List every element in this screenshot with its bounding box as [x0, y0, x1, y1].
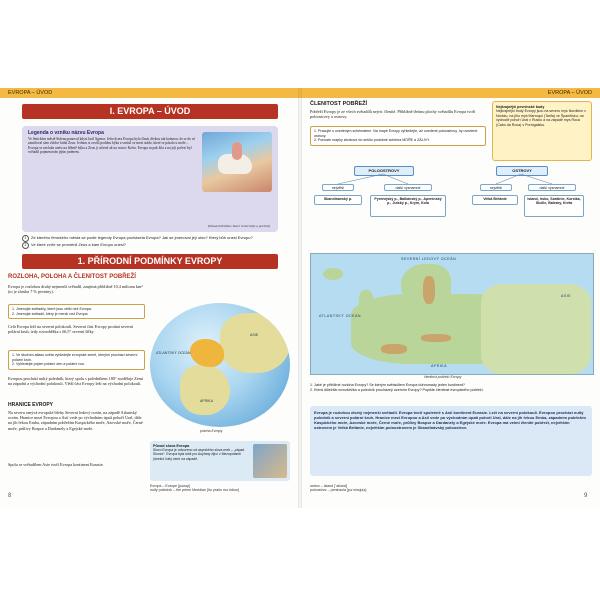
legend-box [22, 126, 278, 232]
europa-bull-illustration [202, 132, 272, 192]
task-item: 2. Která důležitá rovnoběžka a poledník procházejí územím Evropy? Popište členitost evropského pobřeží. [310, 387, 484, 392]
russia-shape [481, 284, 591, 374]
glossary-item: nultý poledník – the prime Meridian [ðə praim məˈridiən] [150, 488, 239, 493]
iberia-relief [381, 344, 407, 354]
summary-box: Evropa je rozlohou druhý nejmenší světadíl. Evropa tvoří společně s Asií kontinent Eurasie. Leží na severní polokouli. Evropou prochází nultý poledník a severní polární kruh. Hranice mezi Evropou a Asií vede po východním úpatí pohoří Ural, dále na jih řekou Emba, západním pobřežím Kaspického moře, Azovské moře, Černé moře, průlivy Bospor a Dardanely a Egejské moře. Evropa má velmi členité pobřeží, největším ostrovem je Velká Británie, největším poloostrovem je Skandinávský poloostrov. [310, 406, 592, 476]
glossary-right [310, 484, 366, 493]
island-other-label: další významné [528, 184, 576, 191]
running-head-left [0, 88, 300, 98]
question-number-icon: 2 [22, 242, 29, 249]
globe-label-asia: ASIE [250, 333, 259, 337]
paragraph-borders: Na severu omývá evropské břehy Severní ledový oceán, na západě Atlantský oceán. Hranice mezi Evropou a Asií vede po východním úpatí pohoří Ural, dále na jih řekou Emba, západním pobřežím Kaspického moře, Azovské moře, Černé moře, průlivy Bospor a Dardanely a Egejské moře. [8, 410, 143, 431]
task-item: 1. Jmenujte světadíly, které jsou větší než Evropa. [12, 307, 92, 311]
coast-paragraph: Pobřeží Evropy je ze všech světadílů nejvíc členité. Přibližně třetinu plochy světadílu Evropa tvoří poloostrovy a ostrovy. [310, 109, 476, 120]
question-number-icon: 1 [22, 235, 29, 242]
peninsula-biggest-label: největší [322, 184, 354, 191]
task-item: 2. Ponoste mapky zkratové do sešitu podobné schéma MOŘE a ZÁLIVY. [314, 138, 430, 143]
subsection-borders: HRANICE EVROPY [8, 402, 54, 408]
globe-label-atlantic: ATLANTSKÝ OCEÁN [156, 351, 191, 355]
island-biggest: Velká Británie [472, 195, 518, 205]
task-box-2 [8, 350, 145, 370]
origin-box [150, 441, 290, 481]
chapter-title: I. EVROPA – ÚVOD [22, 104, 278, 119]
running-head-text: EVROPA – ÚVOD [8, 90, 53, 96]
paragraph-area: Evropa je rozlohou druhý nejmenší světadíl, zaujímá přibližně 10,4 milionu km² (to je zhruba 7 % pevniny). [8, 284, 143, 295]
page-number-left: 8 [8, 493, 12, 499]
europe-map [310, 253, 594, 375]
peninsulas-root: POLOOSTROVY [354, 166, 414, 176]
legend-caption: (Eduard Petiška: Staré řecké báje a pověsti) [207, 224, 270, 228]
task-item: 1. Ve školním atlasu světa vyhledejte evropské země, kterými prochází severní polární kruh. [12, 353, 138, 362]
question-2 [22, 242, 278, 249]
glossary-item: poloostrov – peninsula [pəˈninsjulə] [310, 488, 367, 493]
asyrian-relief-image [253, 444, 287, 478]
paragraph-hemisphere: Celá Evropa leží na severní polokouli. Severní část Evropy protíná severní polární kruh, tedy rovnoběžka s 66,5° severní šířky. [8, 324, 134, 335]
peninsula-other: Pyrenejský p., Balkánský p., Apeninský p., Jutský p., Krym, Kola [370, 195, 446, 217]
europa-figure [232, 142, 242, 160]
globe-label-africa: AFRIKA [200, 399, 213, 403]
question-text: Ze kterého fénického města se podle legendy Evropa pocházela Evropa? Jak se jmenoval její otec? Který bůh unesl Evropu? [31, 235, 253, 240]
paragraph-meridian: Evropou prochází nultý poledník, který spolu s poledníkem 180° rozděluje Zemi na západní a východní polokouli. Větší část Evropy leží na východní polokouli. [8, 376, 144, 387]
task-item: 2. Vyhledejte pojem polární den a polární noc. [12, 362, 86, 367]
britain-shape [359, 290, 373, 312]
book-gutter [298, 88, 302, 508]
map-label-arctic: SEVERNÍ LEDOVÝ OCEÁN [401, 257, 457, 261]
origin-title: Původ slova Evropa [153, 444, 190, 448]
peninsula-biggest: Skandinávský p. [314, 195, 362, 205]
peninsula-other-label: další významné [384, 184, 432, 191]
task-item: 1. Jaké je přibližné rozloha Evropy? Se kterým světadílem Evropa dohromady jeden kontinent? [310, 383, 465, 387]
iceland-shape [323, 268, 343, 280]
question-text: Ve které zvíře se proměnil Zeus a kam Evropu unesl? [31, 242, 126, 247]
task-item: 1. Pracujte s uvedeným schématem. Na mapě Evropy vyhledejte, až uvedené poloostrovy, hy uvedené ostrovy. [314, 129, 478, 138]
island-other: Island, Irsko, Sardinie, Korsika, Sicílie, Baleáry, Kréta [524, 195, 584, 217]
legend-text: Ve fénickém městě Sidonu panoval kdysi král Agenor. Jeho dcera Evropa byla čímsi dívkou tak krásnou, že se do ní zamiloval sám vládce bohů Zeus. Jednou si zvolil podobu býka a vmísil se mezi stádo, které se pásalo u moře… Evropa se nechala unést na hřbetě býka a Zeus ji odvezl až na ostrov Krétu. Evropa tu pak žila a na její počest byl světadíl pojmenován jejím jménem. [28, 137, 195, 154]
question-1 [22, 235, 278, 242]
legend-title: Legenda o vzniku názvu Evropa [28, 130, 104, 136]
map-label-atlantic: ATLANTSKÝ OCEÁN [319, 314, 361, 318]
map-label-africa: AFRIKA [431, 364, 447, 368]
globe-caption: poloha Evropy [200, 429, 223, 433]
asia-landmass [220, 313, 290, 373]
africa-landmass [180, 365, 230, 415]
scandinavia-relief [423, 276, 435, 304]
map-tasks [310, 383, 592, 392]
map-caption: členitost pobřeží Evropy [424, 375, 462, 379]
textbook-spread [0, 88, 600, 508]
left-page [0, 88, 300, 508]
task-box-1 [8, 304, 145, 319]
globe-illustration [150, 303, 290, 427]
glossary-left [150, 484, 239, 493]
subsection-heading: ROZLOHA, POLOHA A ČLENITOST POBŘEŽÍ [8, 274, 136, 280]
extreme-points-text: Nejkrajnější body Evropy jsou na severu mys Nordkinn v Norsku, na jihu mys Marroquí (Tarifa) ve Španělsku, na východě pohoří Ural v Rusku a na západě mys Roca (Cabo da Roca) v Portugalsku. [496, 109, 586, 127]
europe-highlight [190, 339, 224, 367]
map-label-asia: ASIE [561, 294, 572, 298]
island-biggest-label: největší [480, 184, 512, 191]
section-title: 1. PŘÍRODNÍ PODMÍNKY EVROPY [22, 254, 278, 269]
task-item: 2. Jmenujte světadíl, který je menší než Evropa. [12, 311, 89, 316]
coast-heading: ČLENITOST POBŘEŽÍ [310, 101, 368, 107]
origin-text: Slovo Evropa je odvozeno od asyrského slova ereb – „západ Slunce“. Evropa byla totiž pro Asyřany žijící v Mezopotámii (dnešní Irák) zemí na západě. [153, 448, 245, 461]
alps-relief [421, 334, 451, 342]
paragraph-eurasia: Spolu se světadílem Asie tvoří Evropa kontinent Eurasie. [8, 462, 104, 467]
glossary-item: Evropa – Europe [juərəp] [150, 484, 190, 488]
extreme-points-title: Nejkrajnější pevninské body [496, 105, 545, 109]
running-head-text: EVROPA – ÚVOD [547, 90, 592, 96]
glossary-item: ostrov – island [ˈailənd] [310, 484, 347, 488]
page-number-right: 9 [584, 493, 588, 499]
legend-questions [22, 235, 278, 249]
right-page [300, 88, 600, 508]
islands-root: OSTROVY [496, 166, 548, 176]
